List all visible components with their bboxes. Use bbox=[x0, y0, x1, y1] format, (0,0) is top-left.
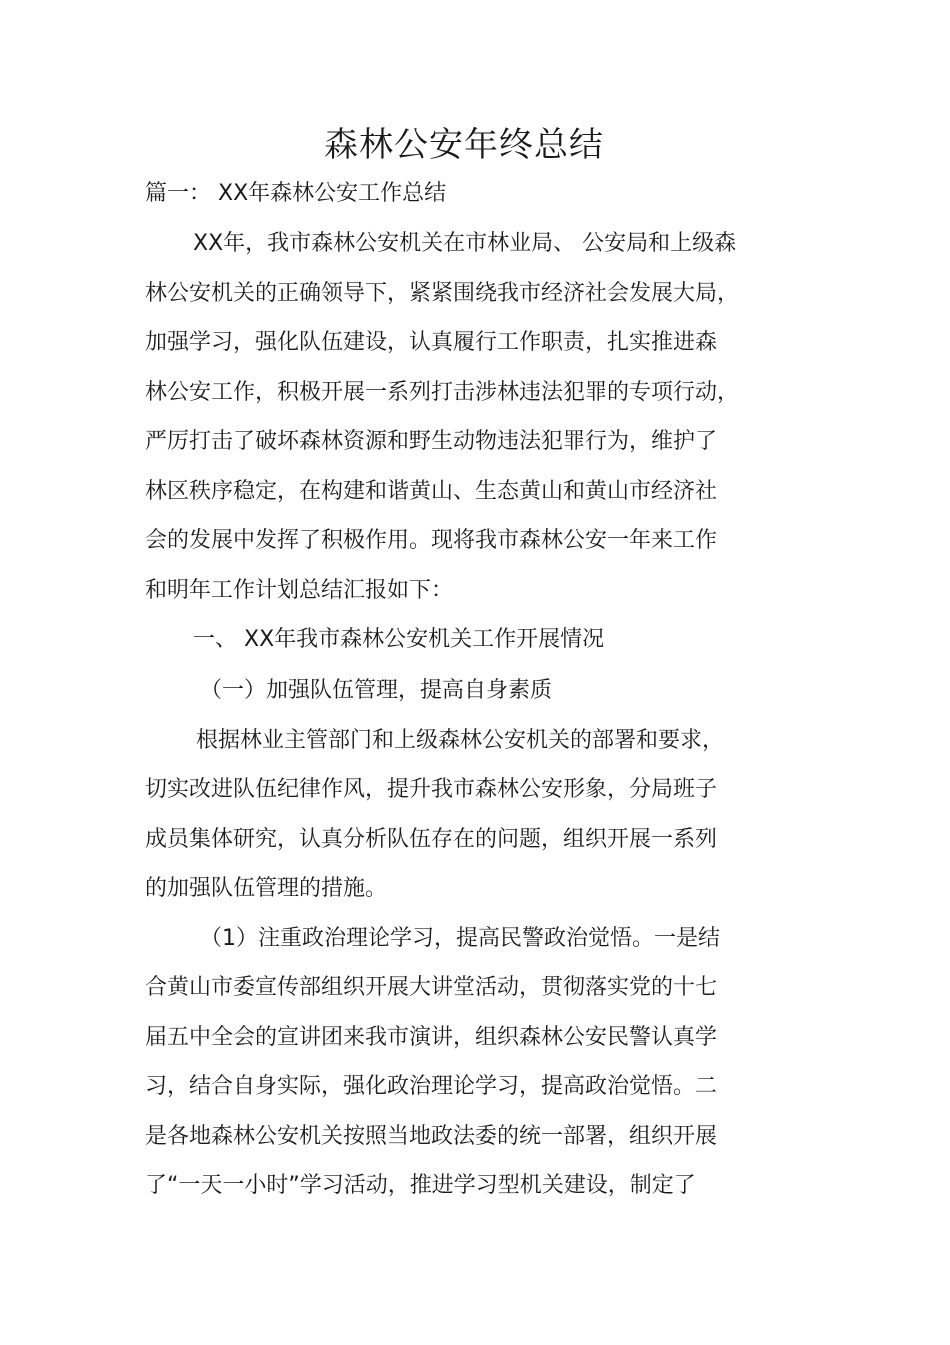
paragraph-line: 的加强队伍管理的措施。 bbox=[145, 876, 388, 901]
paragraph-line: 成员集体研究，认真分析队伍存在的问题，组织开展一系列 bbox=[145, 827, 718, 852]
paragraph-line: XX年，我市森林公安机关在市林业局、 公安局和上级森 bbox=[193, 231, 737, 256]
paragraph-line: 严厉打击了破坏森林资源和野生动物违法犯罪行为，维护了 bbox=[145, 429, 718, 454]
paragraph-line: 习，结合自身实际，强化政治理论学习，提高政治觉悟。二 bbox=[145, 1074, 718, 1099]
section-heading: 一、 XX年我市森林公安机关工作开展情况 bbox=[193, 627, 605, 652]
paragraph-line: 届五中全会的宣讲团来我市演讲，组织森林公安民警认真学 bbox=[145, 1025, 718, 1050]
paragraph-line: 会的发展中发挥了积极作用。现将我市森林公安一年来工作 bbox=[145, 528, 718, 553]
paragraph-line: 加强学习，强化队伍建设，认真履行工作职责，扎实推进森 bbox=[145, 330, 718, 355]
paragraph-line: 合黄山市委宣传部组织开展大讲堂活动，贯彻落实党的十七 bbox=[145, 975, 718, 1000]
subsection-heading: （一）加强队伍管理，提高自身素质 bbox=[200, 678, 553, 703]
paragraph-line: 切实改进队伍纪律作风，提升我市森林公安形象，分局班子 bbox=[145, 777, 718, 802]
paragraph-line: 了“一天一小时”学习活动，推进学习型机关建设，制定了 bbox=[145, 1173, 696, 1198]
paragraph-line: 林公安机关的正确领导下，紧紧围绕我市经济社会发展大局， bbox=[145, 281, 740, 306]
document-title: 森林公安年终总结 bbox=[324, 125, 604, 165]
paragraph-line: 根据林业主管部门和上级森林公安机关的部署和要求， bbox=[196, 728, 725, 753]
paragraph-line: 林区秩序稳定，在构建和谐黄山、生态黄山和黄山市经济社 bbox=[145, 479, 718, 504]
paragraph-line: 是各地森林公安机关按照当地政法委的统一部署，组织开展 bbox=[145, 1124, 718, 1149]
paragraph-line: （1）注重政治理论学习，提高民警政治觉悟。一是结 bbox=[200, 926, 720, 951]
paragraph-line: 林公安工作，积极开展一系列打击涉林违法犯罪的专项行动， bbox=[145, 380, 740, 405]
paragraph-line: 和明年工作计划总结汇报如下： bbox=[145, 578, 454, 603]
document-subtitle: 篇一： XX年森林公安工作总结 bbox=[145, 181, 447, 206]
